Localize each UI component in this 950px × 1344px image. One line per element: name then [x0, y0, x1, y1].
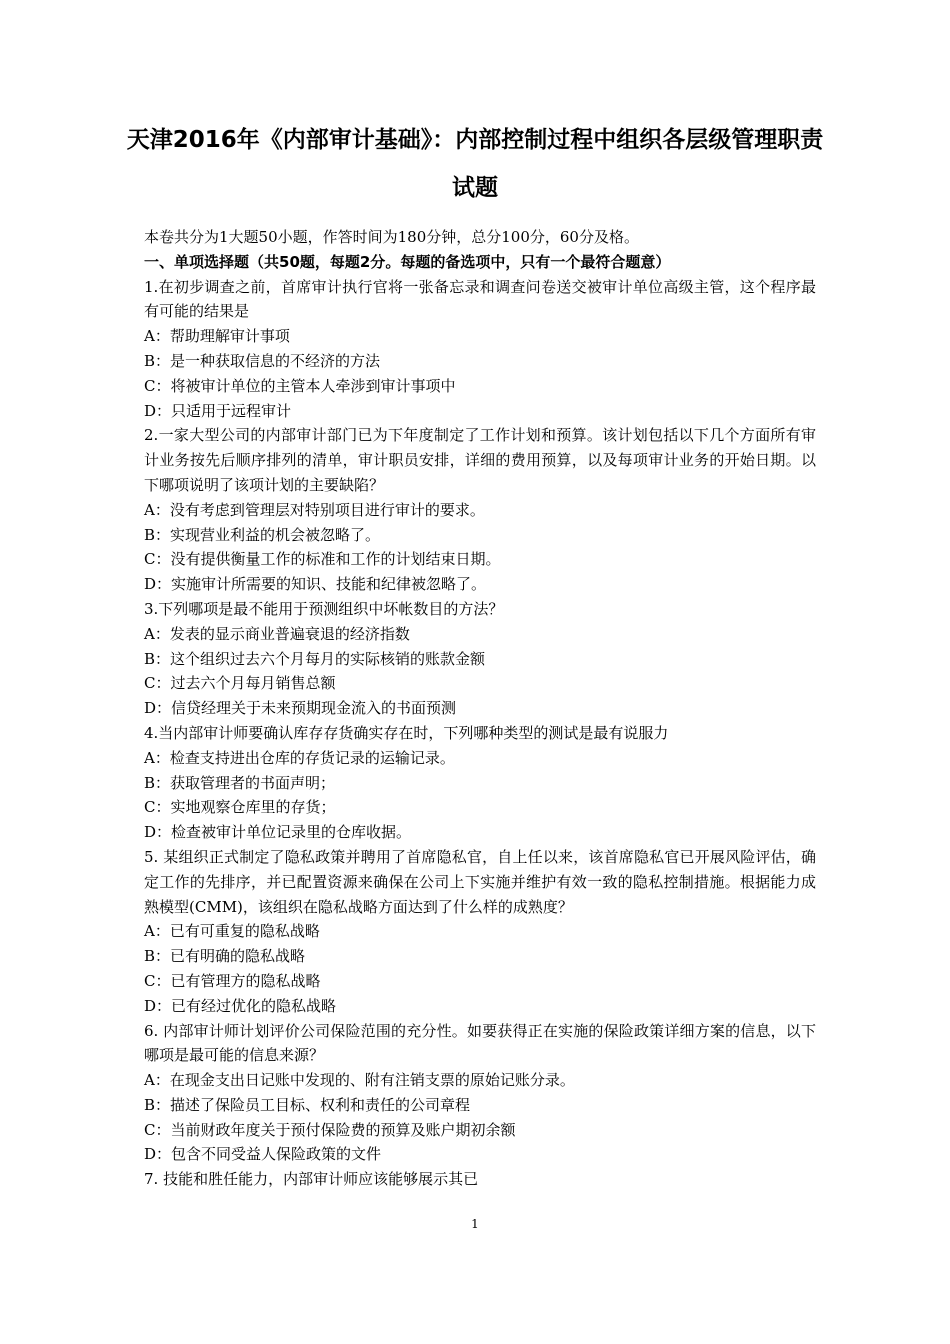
answer-option: D：包含不同受益人保险政策的文件	[144, 1145, 382, 1164]
page-number: 1	[471, 1217, 479, 1231]
answer-option: B：已有明确的隐私战略	[144, 947, 306, 966]
answer-option: C：实地观察仓库里的存货；	[144, 798, 336, 817]
answer-option: A：在现金支出日记账中发现的、附有注销支票的原始记账分录。	[144, 1071, 575, 1090]
answer-option: D：检查被审计单位记录里的仓库收据。	[144, 823, 412, 842]
answer-option: B：这个组织过去六个月每月的实际核销的账款金额	[144, 649, 486, 668]
answer-option: C：将被审计单位的主管本人牵涉到审计事项中	[144, 376, 456, 395]
document-title-line1: 天津2016年《内部审计基础》：内部控制过程中组织各层级管理职责	[126, 127, 824, 153]
answer-option: C：当前财政年度关于预付保险费的预算及账户期初余额	[144, 1120, 516, 1139]
answer-option: A：检查支持进出仓库的存货记录的运输记录。	[144, 748, 455, 767]
exam-intro: 本卷共分为1大题50小题，作答时间为180分钟，总分100分，60分及格。	[144, 228, 639, 246]
document-body	[144, 225, 816, 1192]
answer-option: C：过去六个月每月销售总额	[144, 674, 336, 693]
answer-option: C：没有提供衡量工作的标准和工作的计划结束日期。	[144, 550, 501, 569]
question-text: 5. 某组织正式制定了隐私政策并聘用了首席隐私官，自上任以来，该首席隐私官已开展风险评估，确定工作的先排序，并已配置资源来确保在公司上下实施并维护有效一致的隐私控制措施。根据能力成熟模型(CMM)，该组织在隐私战略方面达到了什么样的成熟度？	[144, 847, 816, 916]
question-text: 7. 技能和胜任能力，内部审计师应该能够展示其已	[144, 1170, 479, 1189]
document-title-line2: 试题	[452, 175, 498, 201]
answer-option: D：实施审计所需要的知识、技能和纪律被忽略了。	[144, 575, 487, 594]
answer-option: C：已有管理方的隐私战略	[144, 971, 321, 990]
question-list	[144, 275, 816, 1192]
question-text: 4.当内部审计师要确认库存存货确实存在时，下列哪种类型的测试是最有说服力	[144, 723, 669, 742]
question-text: 1.在初步调查之前，首席审计执行官将一张备忘录和调查问卷送交被审计单位高级主管，这个程序最有可能的结果是	[144, 277, 816, 321]
answer-option: B：是一种获取信息的不经济的方法	[144, 351, 381, 370]
question-text: 6. 内部审计师计划评价公司保险范围的充分性。如要获得正在实施的保险政策详细方案的信息，以下哪项是最可能的信息来源？	[144, 1021, 816, 1065]
answer-option: B：描述了保险员工目标、权利和责任的公司章程	[144, 1095, 471, 1114]
answer-option: B：实现营业利益的机会被忽略了。	[144, 525, 381, 544]
question-text: 2.一家大型公司的内部审计部门已为下年度制定了工作计划和预算。该计划包括以下几个方面所有审计业务按先后顺序排列的清单，审计职员安排，详细的费用预算，以及每项审计业务的开始日期。以下哪项说明了该项计划的主要缺陷？	[144, 426, 816, 494]
answer-option: D：已有经过优化的隐私战略	[144, 996, 337, 1015]
answer-option: A：帮助理解审计事项	[144, 327, 290, 346]
answer-option: D：信贷经理关于未来预期现金流入的书面预测	[144, 699, 457, 718]
answer-option: A：没有考虑到管理层对特别项目进行审计的要求。	[144, 500, 485, 519]
section-heading: 一、单项选择题（共50题，每题2分。每题的备选项中，只有一个最符合题意）	[144, 252, 671, 271]
answer-option: A：已有可重复的隐私战略	[144, 922, 320, 941]
answer-option: A：发表的显示商业普遍衰退的经济指数	[144, 624, 410, 643]
answer-option: B：获取管理者的书面声明；	[144, 773, 336, 792]
question-text: 3.下列哪项是最不能用于预测组织中坏帐数目的方法？	[144, 599, 504, 618]
answer-option: D：只适用于远程审计	[144, 401, 292, 420]
